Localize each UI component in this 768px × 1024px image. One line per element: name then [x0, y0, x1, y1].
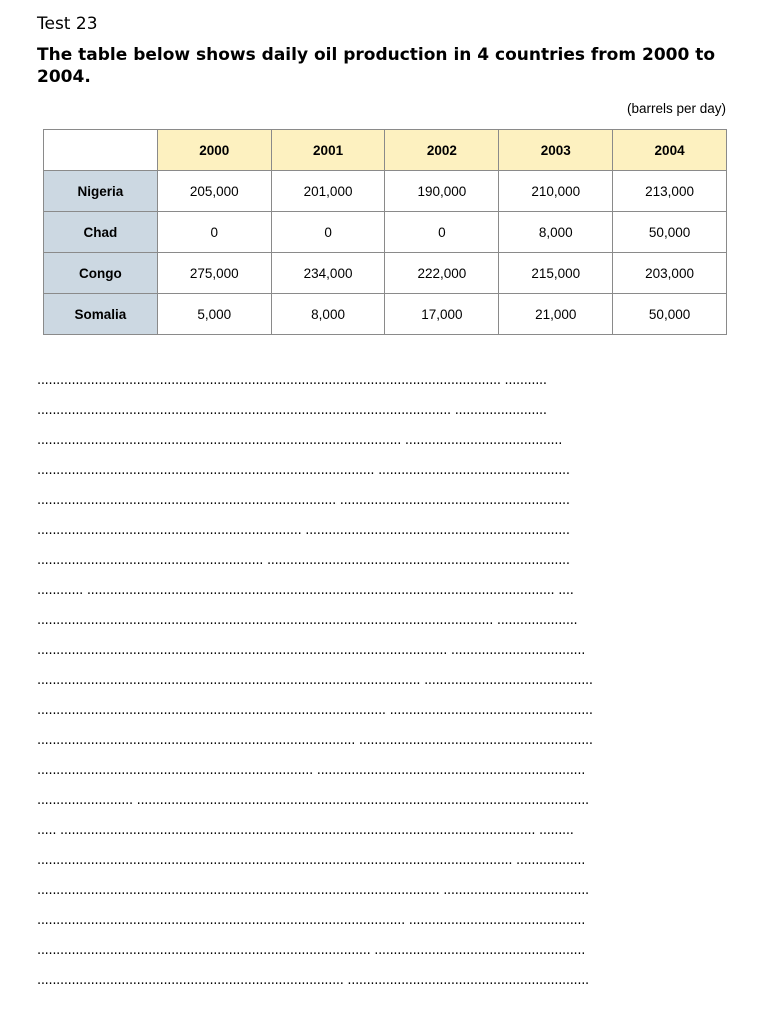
answer-line[interactable]: ..... ............................................................................................................................ .........	[37, 823, 574, 838]
table-corner-cell	[44, 130, 158, 171]
table-cell: 203,000	[613, 253, 727, 294]
table-cell: 210,000	[499, 171, 613, 212]
answer-line[interactable]: ..................................................................... .....................................................................	[37, 523, 570, 538]
answer-line[interactable]: ........................................................................................... .....................................................	[37, 703, 593, 718]
table-cell: 213,000	[613, 171, 727, 212]
table-cell: 50,000	[613, 294, 727, 335]
table-cell: 21,000	[499, 294, 613, 335]
answer-line[interactable]: ....................................................................................... .......................................................	[37, 943, 586, 958]
country-label: Nigeria	[44, 171, 158, 212]
table-cell: 0	[385, 212, 499, 253]
country-label: Congo	[44, 253, 158, 294]
answer-line[interactable]: ............................................................................................................................ ..................	[37, 853, 586, 868]
table-cell: 222,000	[385, 253, 499, 294]
table-cell: 234,000	[271, 253, 385, 294]
answer-line[interactable]: ......................................................................................................................... ...........	[37, 373, 547, 388]
table-cell: 215,000	[499, 253, 613, 294]
year-header: 2003	[499, 130, 613, 171]
country-label: Chad	[44, 212, 158, 253]
table-cell: 8,000	[271, 294, 385, 335]
task-prompt: The table below shows daily oil production in 4 countries from 2000 to 2004.	[37, 45, 716, 87]
table-cell: 8,000	[499, 212, 613, 253]
table-cell: 5,000	[157, 294, 271, 335]
table-cell: 50,000	[613, 212, 727, 253]
answer-writing-area[interactable]	[37, 370, 729, 1000]
table-cell: 205,000	[157, 171, 271, 212]
answer-line[interactable]: ........................................................................................................... ...................................	[37, 643, 586, 658]
table-row	[44, 171, 727, 212]
table-row	[44, 253, 727, 294]
year-header: 2000	[157, 130, 271, 171]
answer-line[interactable]: ............ .......................................................................................................................... ....	[37, 583, 574, 598]
answer-line[interactable]: ........................................................................................ ..................................................	[37, 463, 570, 478]
answer-line[interactable]: ......................... ......................................................................................................................	[37, 793, 589, 808]
answer-line[interactable]: ............................................................................................... .........................................	[37, 433, 563, 448]
year-header: 2001	[271, 130, 385, 171]
year-header: 2002	[385, 130, 499, 171]
table-cell: 190,000	[385, 171, 499, 212]
table-row	[44, 294, 727, 335]
answer-line[interactable]: ........................................................... ...............................................................................	[37, 553, 570, 568]
oil-production-table	[43, 129, 727, 335]
table-cell: 17,000	[385, 294, 499, 335]
answer-line[interactable]: ........................................................................ ......................................................................	[37, 763, 586, 778]
year-header: 2004	[613, 130, 727, 171]
answer-line[interactable]: ......................................................................................................... ......................................	[37, 883, 589, 898]
answer-line[interactable]: ....................................................................................................................... .....................	[37, 613, 578, 628]
answer-line[interactable]: ............................................................................................................ ........................	[37, 403, 547, 418]
table-cell: 0	[271, 212, 385, 253]
table-cell: 275,000	[157, 253, 271, 294]
table-cell: 0	[157, 212, 271, 253]
answer-line[interactable]: .............................................................................. ............................................................	[37, 493, 570, 508]
table-row	[44, 212, 727, 253]
answer-line[interactable]: .................................................................................................... ............................................	[37, 673, 593, 688]
answer-line[interactable]: ................................................................................... .............................................................	[37, 733, 593, 748]
units-label: (barrels per day)	[626, 101, 726, 116]
table-cell: 201,000	[271, 171, 385, 212]
answer-line[interactable]: ................................................................................................ ..............................................	[37, 913, 586, 928]
answer-line[interactable]: ................................................................................ ...............................................................	[37, 973, 589, 988]
country-label: Somalia	[44, 294, 158, 335]
table-header-row	[44, 130, 727, 171]
test-label: Test 23	[37, 14, 98, 34]
